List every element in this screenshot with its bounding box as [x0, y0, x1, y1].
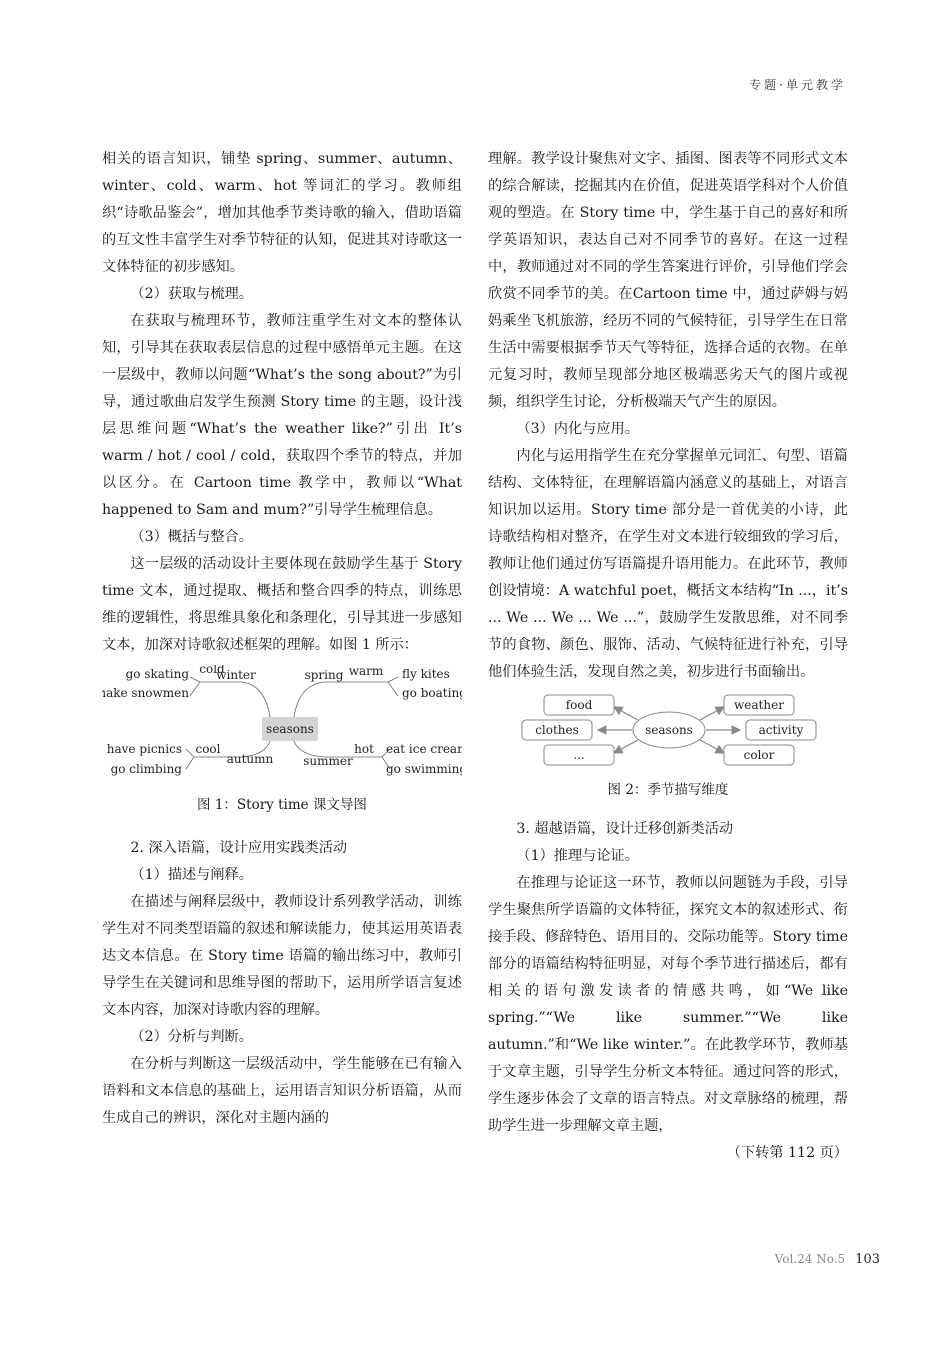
paragraph: 这一层级的活动设计主要体现在鼓励学生基于 Story time 文本，通过提取、概括和整合四季的特点，训练思维的逻辑性，将思维具象化和条理化，引导其进一步感知文本，加深对诗歌叙述框架的理解。如图 1 所示： [102, 556, 462, 653]
spring-activity-2: go boating [402, 686, 462, 700]
spacer [488, 806, 848, 816]
subheading: （2）分析与判断。 [130, 1029, 253, 1045]
spring-label: spring [304, 668, 344, 682]
spring-adj: warm [348, 665, 384, 678]
section-heading: 2. 深入语篇，设计应用实践类活动 [130, 840, 348, 856]
paragraph: 在推理与论证这一环节，教师以问题链为手段，引导学生聚焦所学语篇的文体特征，探究文本的叙述形式、衔接手段、修辞特色、语用目的、交际功能等。Story time 部分的语篇结构特征明显，对每个季节进行描述后，都有相关的语句激发读者的情感共鸣，如“We like spring.”“We like summer.”“We like autumn.”和“We like winter.”。在此教学环节，教师基于文章主题，引导学生分析文本特征。通过问答的形式，学生逐步体会了文章的语言特点。对文章脉络的梳理，帮助学生进一步理解文章主题， [488, 875, 848, 1134]
paragraph: 内化与运用指学生在充分掌握单元词汇、句型、语篇结构、文体特征，在理解语篇内涵意义的基础上，对语言知识加以运用。Story time 部分是一首优美的小诗，此诗歌结构相对整齐，在学生对文本进行较细致的学习后，教师让他们通过仿写语篇提升语用能力。在此环节，教师创设情境：A watchful poet，概括文本结构“In ...，it’s ... We ... We ... We ...”，鼓励学生发散思维，对不同季节的食物、颜色、服饰、活动、气候特征进行补充，引导他们体验生活，发现自然之美，初步进行书面输出。 [488, 448, 848, 680]
subheading: （2）获取与梳理。 [130, 286, 253, 302]
summer-activity-2: go swimming [386, 762, 462, 776]
paragraph: 在分析与判断这一层级活动中，学生能够在已有输入语料和文本信息的基础上，运用语言知识分析语篇，从而生成自己的辨识，深化对主题内涵的 [102, 1056, 462, 1126]
page-footer [775, 1252, 880, 1267]
summer-activity-1: eat ice cream [386, 742, 462, 756]
color-label: color [743, 748, 775, 762]
volume-info: Vol.24 No.5 [774, 1252, 846, 1266]
continued-note: （下转第 112 页） [726, 1145, 848, 1161]
summer-label: summer [303, 754, 353, 768]
subheading: （3）内化与应用。 [516, 421, 639, 437]
subheading: （1）描述与阐释。 [130, 867, 253, 883]
autumn-activity-1: have picnics [106, 742, 182, 756]
paragraph: 相关的语言知识，铺垫 spring、summer、autumn、winter、cold、warm、hot 等词汇的学习。教师组织“诗歌品鉴会”，增加其他季节类诗歌的输入，借助语篇的互文性丰富学生对季节特征的认知，促进其对诗歌这一文体特征的初步感知。 [102, 151, 462, 275]
etc-label: ... [573, 748, 585, 762]
winter-adj: cold [199, 665, 225, 676]
center-label: seasons [266, 722, 314, 736]
autumn-adj: cool [195, 742, 221, 756]
page-number: 103 [855, 1252, 880, 1267]
section-heading: 3. 超越语篇，设计迁移创新类活动 [516, 821, 734, 837]
spring-activity-1: fly kites [402, 667, 450, 681]
subheading: （1）推理与论证。 [516, 848, 639, 864]
winter-activity-1: go skating [125, 667, 189, 681]
clothes-label: clothes [535, 723, 579, 737]
subheading: （3）概括与整合。 [130, 529, 253, 545]
winter-activity-2: make snowmen [102, 686, 189, 700]
winter-label: winter [216, 668, 256, 682]
paragraph: 在获取与梳理环节，教师注重学生对文本的整体认知，引导其在获取表层信息的过程中感悟单元主题。在这一层级中，教师以问题“What’s the song about?”为引导，通过歌曲启发学生预测 Story time 的主题，设计浅层思维问题“What’s the weather like?”引出 It’s warm / hot / cool / cold，获取四个季节的特点，并加以区分。在 Cartoon time 教学中，教师以“What happened to Sam and mum?”引导学生梳理信息。 [102, 313, 462, 518]
center-label: seasons [645, 723, 693, 737]
weather-label: weather [734, 698, 784, 712]
paragraph: 理解。教学设计聚焦对文字、插图、图表等不同形式文本的综合解读，挖掘其内在价值，促进英语学科对个人价值观的塑造。在 Story time 中，学生基于自己的喜好和所学英语知识，表达自己对不同季节的喜好。在这一过程中，教师通过对不同的学生答案进行评价，引导他们学会欣赏不同季节的美。在Cartoon time 中，通过萨姆与妈妈乘坐飞机旅游，经历不同的气候特征，引导学生在日常生活中需要根据季节天气等特征，选择合适的衣物。在单元复习时，教师呈现部分地区极端恶劣天气的图片或视频，组织学生讨论，分析极端天气产生的原因。 [488, 151, 848, 410]
figure-2-diagram [488, 692, 848, 802]
autumn-label: autumn [226, 752, 274, 766]
left-column [102, 146, 462, 1132]
right-column [488, 146, 848, 1167]
food-label: food [565, 698, 593, 712]
figure-2-caption: 图 2：季节描写维度 [607, 782, 729, 798]
spacer [102, 821, 462, 835]
summer-adj: hot [354, 742, 374, 756]
activity-label: activity [758, 723, 804, 737]
autumn-activity-2: go climbing [110, 762, 182, 776]
running-header: 专题·单元教学 [749, 78, 846, 92]
figure-1-mind-map [102, 665, 462, 817]
paragraph: 在描述与阐释层级中，教师设计系列教学活动，训练学生对不同类型语篇的叙述和解读能力，使其运用英语表达文本信息。在 Story time 语篇的输出练习中，教师引导学生在关键词和思维导图的帮助下，运用所学语言复述文本内容，加深对诗歌内容的理解。 [102, 894, 462, 1018]
figure-1-caption: 图 1：Story time 课文导图 [197, 797, 367, 813]
